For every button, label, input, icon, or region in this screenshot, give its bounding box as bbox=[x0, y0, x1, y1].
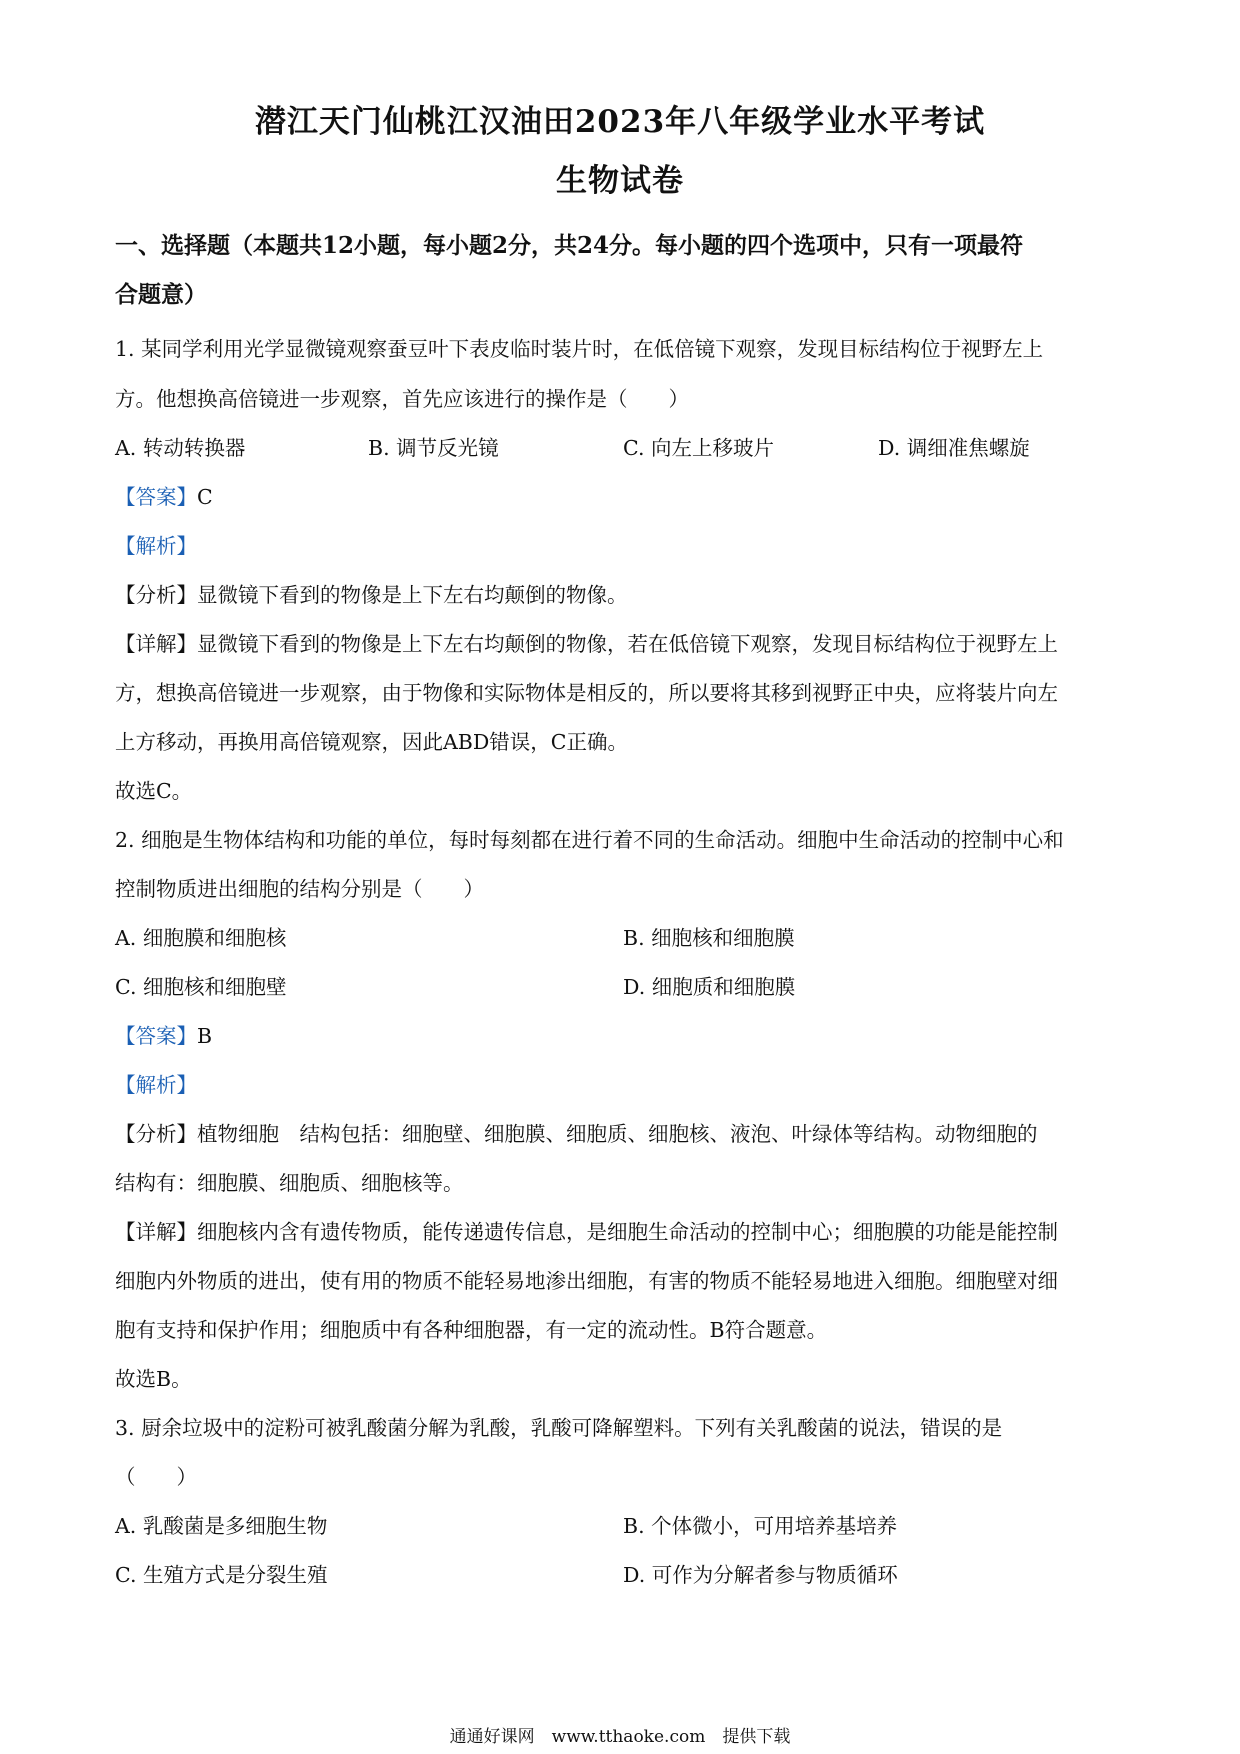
q2-fenxi-cont: 结构有：细胞膜、细胞质、细胞核等。 bbox=[115, 1171, 464, 1195]
xiangjie-tag: 【详解】 bbox=[115, 1220, 197, 1244]
q3-option-d: D. 可作为分解者参与物质循环 bbox=[623, 1563, 898, 1587]
q1-answer-value: C bbox=[197, 485, 213, 509]
q2-fenxi bbox=[115, 1119, 1135, 1149]
section-heading-cont: 合题意） bbox=[115, 281, 207, 308]
q1-answer bbox=[115, 482, 1135, 512]
jiexi-tag: 【解析】 bbox=[115, 1073, 197, 1097]
q2-xiangjie bbox=[115, 1217, 1135, 1247]
q3-option-a: A. 乳酸菌是多细胞生物 bbox=[115, 1514, 328, 1538]
q2-conclusion: 故选B。 bbox=[115, 1367, 192, 1391]
q1-xiangjie-text: 显微镜下看到的物像是上下左右均颠倒的物像，若在低倍镜下观察，发现目标结构位于视野左上 bbox=[197, 632, 1058, 656]
fenxi-tag: 【分析】 bbox=[115, 583, 197, 607]
q2-answer bbox=[115, 1021, 1135, 1051]
answer-tag: 【答案】 bbox=[115, 1024, 197, 1048]
jiexi-tag: 【解析】 bbox=[115, 534, 197, 558]
q3-option-b: B. 个体微小，可用培养基培养 bbox=[623, 1514, 898, 1538]
page-footer: 通通好课网 www.tthaoke.com 提供下载 bbox=[449, 1727, 791, 1747]
xiangjie-tag: 【详解】 bbox=[115, 632, 197, 656]
answer-tag: 【答案】 bbox=[115, 485, 197, 509]
q1-stem: 1. 某同学利用光学显微镜观察蚕豆叶下表皮临时装片时，在低倍镜下观察，发现目标结构位于视野左上 bbox=[115, 337, 1044, 361]
q2-stem-cont: 控制物质进出细胞的结构分别是（ ） bbox=[115, 877, 484, 901]
q3-stem: 3. 厨余垃圾中的淀粉可被乳酸菌分解为乳酸，乳酸可降解塑料。下列有关乳酸菌的说法，错误的是 bbox=[115, 1416, 1003, 1440]
q2-xiangjie-cont: 细胞内外物质的进出，使有用的物质不能轻易地渗出细胞，有害的物质不能轻易地进入细胞。细胞壁对细 bbox=[115, 1269, 1058, 1293]
q1-xiangjie bbox=[115, 629, 1135, 659]
q2-fenxi-text: 植物细胞 结构包括：细胞壁、细胞膜、细胞质、细胞核、液泡、叶绿体等结构。动物细胞的 bbox=[197, 1122, 1038, 1146]
q2-option-d: D. 细胞质和细胞膜 bbox=[623, 975, 796, 999]
q1-option-d: D. 调细准焦螺旋 bbox=[878, 436, 1030, 460]
q3-stem-cont: （ ） bbox=[115, 1465, 197, 1489]
q2-option-c: C. 细胞核和细胞壁 bbox=[115, 975, 287, 999]
q1-option-a: A. 转动转换器 bbox=[115, 436, 246, 460]
q2-stem: 2. 细胞是生物体结构和功能的单位，每时每刻都在进行着不同的生命活动。细胞中生命活动的控制中心和 bbox=[115, 828, 1064, 852]
q2-option-b: B. 细胞核和细胞膜 bbox=[623, 926, 795, 950]
q2-jiexi bbox=[115, 1070, 1135, 1100]
fenxi-tag: 【分析】 bbox=[115, 1122, 197, 1146]
q1-xiangjie-cont2: 上方移动，再换用高倍镜观察，因此ABD错误，C正确。 bbox=[115, 730, 628, 754]
q1-option-c: C. 向左上移玻片 bbox=[623, 436, 774, 460]
section-heading: 一、选择题（本题共12小题，每小题2分，共24分。每小题的四个选项中，只有一项最符 bbox=[115, 232, 1024, 259]
page-title: 潜江天门仙桃江汉油田2023年八年级学业水平考试 bbox=[254, 104, 986, 140]
q2-xiangjie-cont2: 胞有支持和保护作用；细胞质中有各种细胞器，有一定的流动性。B符合题意。 bbox=[115, 1318, 828, 1342]
q3-option-c: C. 生殖方式是分裂生殖 bbox=[115, 1563, 328, 1587]
q2-option-a: A. 细胞膜和细胞核 bbox=[115, 926, 287, 950]
q1-fenxi bbox=[115, 580, 1135, 610]
q1-stem-cont: 方。他想换高倍镜进一步观察，首先应该进行的操作是（ ） bbox=[115, 387, 689, 411]
q2-xiangjie-text: 细胞核内含有遗传物质，能传递遗传信息，是细胞生命活动的控制中心；细胞膜的功能是能控制 bbox=[197, 1220, 1058, 1244]
q2-answer-value: B bbox=[197, 1024, 213, 1048]
q1-option-b: B. 调节反光镜 bbox=[368, 436, 499, 460]
q1-jiexi bbox=[115, 531, 1135, 561]
q1-fenxi-text: 显微镜下看到的物像是上下左右均颠倒的物像。 bbox=[197, 583, 628, 607]
q1-conclusion: 故选C。 bbox=[115, 779, 193, 803]
q1-xiangjie-cont: 方，想换高倍镜进一步观察，由于物像和实际物体是相反的，所以要将其移到视野正中央，应将装片向左 bbox=[115, 681, 1058, 705]
page-subtitle: 生物试卷 bbox=[556, 163, 684, 199]
